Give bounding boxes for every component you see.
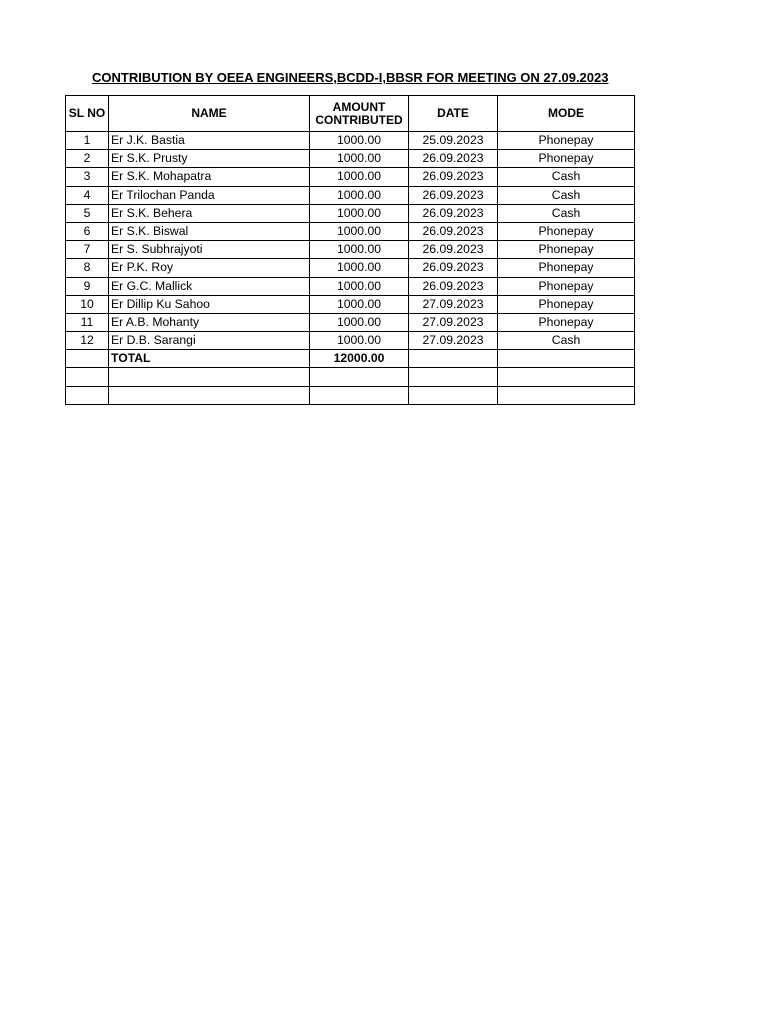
cell-date: 25.09.2023 [409,132,498,150]
cell-sl: 8 [66,259,109,277]
table-row [66,259,635,277]
table-row [66,277,635,295]
cell-name: Er S.K. Mohapatra [109,168,310,186]
cell-amount: 1000.00 [310,295,409,313]
cell-empty [409,350,498,368]
header-amount-line1: AMOUNT [332,99,386,114]
contribution-table [65,95,635,405]
table-row [66,313,635,331]
cell-amount: 1000.00 [310,132,409,150]
cell-amount: 1000.00 [310,222,409,240]
header-mode: MODE [498,96,635,132]
cell-mode: Phonepay [498,241,635,259]
cell-name: Er D.B. Sarangi [109,332,310,350]
cell-empty [109,386,310,404]
cell-date: 26.09.2023 [409,204,498,222]
table-row [66,241,635,259]
cell-mode: Cash [498,332,635,350]
cell-sl: 4 [66,186,109,204]
cell-date: 26.09.2023 [409,222,498,240]
header-date: DATE [409,96,498,132]
cell-sl: 6 [66,222,109,240]
cell-mode: Phonepay [498,150,635,168]
cell-mode: Cash [498,186,635,204]
cell-empty [66,386,109,404]
empty-row [66,368,635,386]
cell-name: Er S. Subhrajyoti [109,241,310,259]
table-row [66,204,635,222]
cell-mode: Cash [498,204,635,222]
cell-mode: Phonepay [498,277,635,295]
cell-empty [66,350,109,368]
cell-name: Er S.K. Biswal [109,222,310,240]
cell-name: Er P.K. Roy [109,259,310,277]
cell-sl: 7 [66,241,109,259]
header-amount [310,96,409,132]
cell-name: Er S.K. Prusty [109,150,310,168]
cell-sl: 3 [66,168,109,186]
cell-mode: Phonepay [498,222,635,240]
cell-empty [310,386,409,404]
cell-date: 26.09.2023 [409,186,498,204]
table-row [66,295,635,313]
empty-row [66,386,635,404]
table-row [66,150,635,168]
header-row [66,96,635,132]
table-row [66,168,635,186]
cell-sl: 5 [66,204,109,222]
cell-mode: Phonepay [498,313,635,331]
total-row [66,350,635,368]
document-title: CONTRIBUTION BY OEEA ENGINEERS,BCDD-I,BBSR FOR MEETING ON 27.09.2023 [92,70,609,85]
cell-amount: 1000.00 [310,168,409,186]
total-amount: 12000.00 [310,350,409,368]
cell-date: 27.09.2023 [409,332,498,350]
cell-sl: 11 [66,313,109,331]
cell-amount: 1000.00 [310,150,409,168]
header-sl-no: SL NO [66,96,109,132]
table-row [66,186,635,204]
table-row [66,132,635,150]
cell-amount: 1000.00 [310,313,409,331]
cell-sl: 9 [66,277,109,295]
cell-sl: 12 [66,332,109,350]
cell-empty [409,386,498,404]
cell-empty [109,368,310,386]
cell-empty [498,350,635,368]
cell-date: 26.09.2023 [409,277,498,295]
cell-mode: Phonepay [498,295,635,313]
cell-date: 26.09.2023 [409,259,498,277]
total-label: TOTAL [109,350,310,368]
cell-mode: Phonepay [498,259,635,277]
cell-name: Er A.B. Mohanty [109,313,310,331]
cell-mode: Cash [498,168,635,186]
cell-amount: 1000.00 [310,332,409,350]
cell-amount: 1000.00 [310,259,409,277]
cell-date: 27.09.2023 [409,313,498,331]
cell-sl: 2 [66,150,109,168]
cell-empty [66,368,109,386]
cell-amount: 1000.00 [310,204,409,222]
header-name: NAME [109,96,310,132]
cell-empty [310,368,409,386]
table-row [66,222,635,240]
cell-name: Er J.K. Bastia [109,132,310,150]
cell-mode: Phonepay [498,132,635,150]
header-amount-line2: CONTRIBUTED [315,112,403,127]
cell-empty [409,368,498,386]
table-row [66,332,635,350]
cell-empty [498,386,635,404]
cell-empty [498,368,635,386]
cell-sl: 1 [66,132,109,150]
cell-date: 27.09.2023 [409,295,498,313]
cell-date: 26.09.2023 [409,168,498,186]
cell-sl: 10 [66,295,109,313]
cell-name: Er G.C. Mallick [109,277,310,295]
cell-name: Er Trilochan Panda [109,186,310,204]
cell-date: 26.09.2023 [409,150,498,168]
cell-amount: 1000.00 [310,277,409,295]
cell-name: Er S.K. Behera [109,204,310,222]
cell-name: Er Dillip Ku Sahoo [109,295,310,313]
cell-amount: 1000.00 [310,186,409,204]
cell-date: 26.09.2023 [409,241,498,259]
cell-amount: 1000.00 [310,241,409,259]
